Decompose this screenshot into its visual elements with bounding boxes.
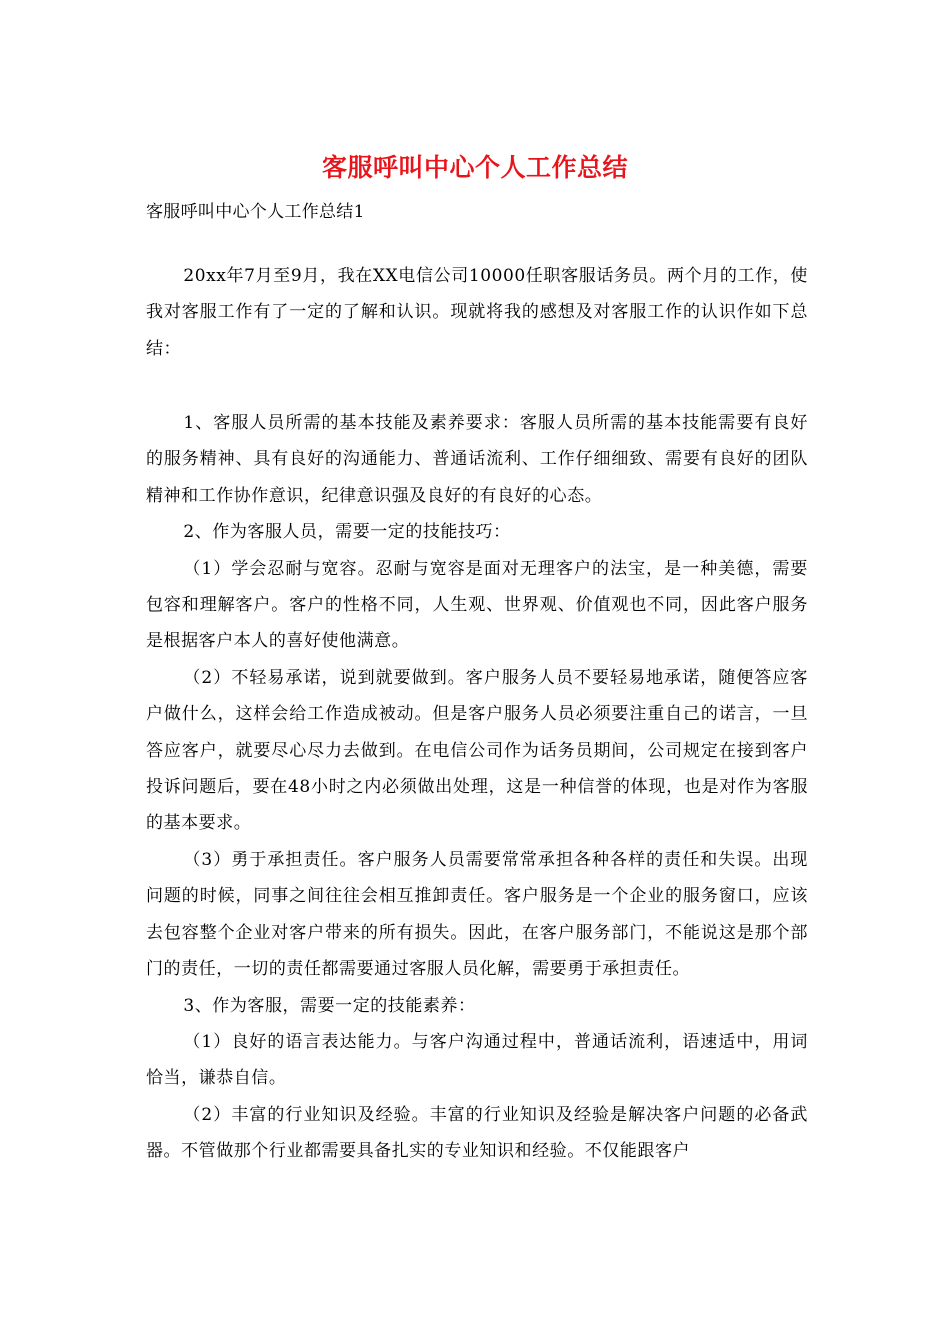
- paragraph-industry-knowledge: （2）丰富的行业知识及经验。丰富的行业知识及经验是解决客户问题的必备武器。不管做那个行业都需要具备扎实的专业知识和经验。不仅能跟客户: [146, 1104, 808, 1162]
- intro-section: [146, 258, 808, 367]
- paragraph-section-3-heading: 3、作为客服，需要一定的技能素养：: [183, 995, 476, 1016]
- document-title: 客服呼叫中心个人工作总结: [321, 153, 628, 182]
- paragraph-responsibility: （3）勇于承担责任。客户服务人员需要常常承担各种各样的责任和失误。出现问题的时候，同事之间往往会相互推卸责任。客户服务是一个企业的服务窗口，应该去包容整个企业对客户带来的所有损失。因此，在客户服务部门，不能说这是那个部门的责任，一切的责任都需要通过客服人员化解，需要勇于承担责任。: [146, 849, 808, 980]
- document-subtitle: 客服呼叫中心个人工作总结1: [146, 202, 365, 222]
- paragraph-language: （1）良好的语言表达能力。与客户沟通过程中，普通话流利，语速适中，用词恰当，谦恭自信。: [146, 1031, 808, 1089]
- paragraph-section-2-heading: 2、作为客服人员，需要一定的技能技巧：: [183, 522, 511, 543]
- intro-paragraph: 20xx年7月至9月，我在XX电信公司10000任职客服话务员。两个月的工作，使我对客服工作有了一定的了解和认识。现就将我的感想及对客服工作的认识作如下总结：: [146, 266, 808, 359]
- main-section: [146, 405, 808, 1170]
- paragraph-promise: （2）不轻易承诺，说到就要做到。客户服务人员不要轻易地承诺，随便答应客户做什么，这样会给工作造成被动。但是客户服务人员必须要注重自己的诺言，一旦答应客户，就要尽心尽力去做到。在电信公司作为话务员期间，公司规定在接到客户投诉问题后，要在48小时之内必须做出处理，这是一种信誉的体现，也是对作为客服的基本要求。: [146, 667, 808, 834]
- paragraph-skills-requirements: 1、客服人员所需的基本技能及素养要求：客服人员所需的基本技能需要有良好的服务精神、具有良好的沟通能力、普通话流利、工作仔细细致、需要有良好的团队精神和工作协作意识，纪律意识强及良好的有良好的心态。: [146, 413, 808, 506]
- paragraph-patience: （1）学会忍耐与宽容。忍耐与宽容是面对无理客户的法宝，是一种美德，需要包容和理解客户。客户的性格不同，人生观、世界观、价值观也不同，因此客户服务是根据客户本人的喜好使他满意。: [146, 558, 808, 652]
